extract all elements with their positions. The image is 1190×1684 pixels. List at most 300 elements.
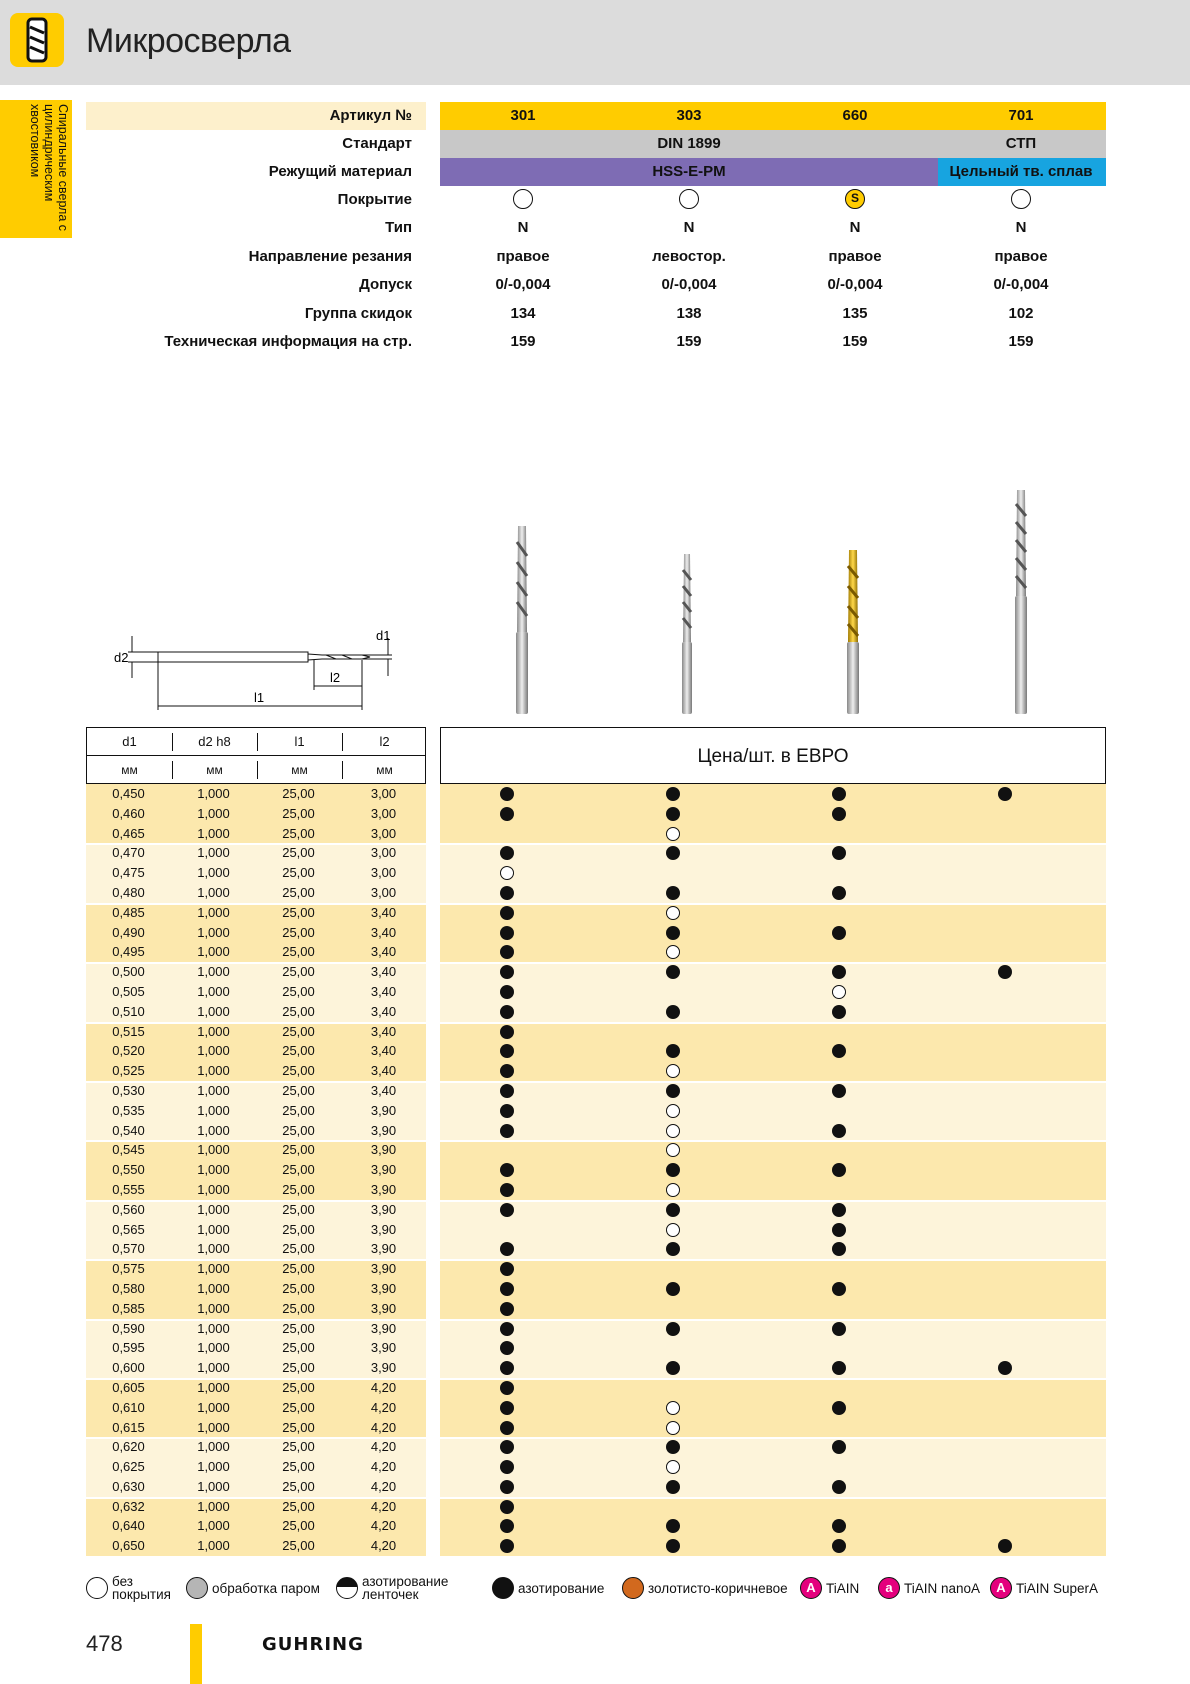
cell-d2: 1,000: [197, 1320, 230, 1336]
cell-l2: 3,00: [370, 865, 397, 881]
cell-l1: 25,00: [282, 1082, 315, 1098]
cell-d1: 0,650: [112, 1538, 145, 1554]
limited-availability-mark-icon: [666, 1183, 680, 1197]
available-mark-icon: [500, 1480, 514, 1494]
cell-l2: 3,90: [370, 1241, 397, 1257]
table-row: [86, 1101, 1106, 1121]
cell-l2: 3,40: [370, 924, 397, 940]
table-row: [86, 1239, 1106, 1259]
cell-d2: 1,000: [197, 1261, 230, 1277]
available-mark-icon: [998, 1361, 1012, 1375]
cell-l2: 3,40: [370, 1063, 397, 1079]
tolerance-cell: 0/-0,004: [827, 276, 883, 293]
cell-l1: 25,00: [282, 1023, 315, 1039]
available-mark-icon: [500, 1104, 514, 1118]
cell-d2: 1,000: [197, 1102, 230, 1118]
available-mark-icon: [500, 906, 514, 920]
available-mark-icon: [666, 787, 680, 801]
cell-d1: 0,570: [112, 1241, 145, 1257]
available-mark-icon: [500, 1302, 514, 1316]
legend-item: A TiAIN SuperA: [990, 1571, 1098, 1605]
limited-availability-mark-icon: [666, 1104, 680, 1118]
direction-cell: правое: [828, 248, 882, 265]
cell-d2: 1,000: [197, 1241, 230, 1257]
cell-l2: 4,20: [370, 1459, 397, 1475]
limited-availability-mark-icon: [666, 1460, 680, 1474]
discount-cell: 138: [676, 305, 702, 322]
column-unit: мм: [291, 763, 308, 777]
cell-d1: 0,480: [112, 884, 145, 900]
cell-d1: 0,530: [112, 1082, 145, 1098]
cell-d2: 1,000: [197, 786, 230, 801]
standard-cell: DIN 1899: [657, 135, 721, 152]
cell-l2: 3,90: [370, 1102, 397, 1118]
cell-l1: 25,00: [282, 845, 315, 861]
cell-d2: 1,000: [197, 1518, 230, 1534]
cell-l2: 3,90: [370, 1181, 397, 1197]
available-mark-icon: [832, 1401, 846, 1415]
cell-l2: 4,20: [370, 1439, 397, 1455]
article-cell: 701: [1008, 107, 1034, 124]
available-mark-icon: [500, 1322, 514, 1336]
available-mark-icon: [832, 1005, 846, 1019]
spec-row-material: [86, 158, 1106, 186]
cell-l1: 25,00: [282, 1063, 315, 1079]
cell-l2: 4,20: [370, 1478, 397, 1494]
cell-l2: 3,90: [370, 1142, 397, 1158]
tolerance-cell: 0/-0,004: [495, 276, 551, 293]
cell-d2: 1,000: [197, 1399, 230, 1415]
limited-availability-mark-icon: [666, 1223, 680, 1237]
spec-label: Артикул №: [329, 107, 412, 124]
cell-d1: 0,470: [112, 845, 145, 861]
cell-l1: 25,00: [282, 1221, 315, 1237]
spec-label: Группа скидок: [304, 305, 412, 322]
cell-d1: 0,585: [112, 1300, 145, 1316]
steam-treatment-icon: [186, 1577, 208, 1599]
cell-l2: 3,40: [370, 1043, 397, 1059]
cell-d2: 1,000: [197, 1063, 230, 1079]
tolerance-cell: 0/-0,004: [993, 276, 1049, 293]
cell-l1: 25,00: [282, 1439, 315, 1455]
direction-cell: правое: [994, 248, 1048, 265]
cell-l1: 25,00: [282, 1181, 315, 1197]
side-tab-text: Спиральные сверла с цилиндрическим хвостовиком: [28, 104, 70, 231]
table-row: [86, 1041, 1106, 1061]
available-mark-icon: [666, 1282, 680, 1296]
cell-l2: 4,20: [370, 1518, 397, 1534]
column-unit: мм: [121, 763, 138, 777]
cell-d2: 1,000: [197, 1280, 230, 1296]
available-mark-icon: [832, 926, 846, 940]
limited-availability-mark-icon: [832, 985, 846, 999]
cell-d2: 1,000: [197, 865, 230, 881]
cell-l2: 4,20: [370, 1419, 397, 1435]
cell-d2: 1,000: [197, 845, 230, 861]
table-row: [86, 1418, 1106, 1438]
article-cell: 303: [676, 107, 702, 124]
no-coating-icon: [1011, 189, 1031, 209]
cell-d1: 0,525: [112, 1063, 145, 1079]
dimension-header: [86, 727, 426, 784]
cell-d2: 1,000: [197, 1162, 230, 1178]
coating-legend: [86, 1571, 1106, 1605]
tech-page-cell: 159: [842, 333, 868, 350]
cell-d1: 0,460: [112, 805, 145, 821]
available-mark-icon: [666, 1084, 680, 1098]
cell-l2: 3,00: [370, 845, 397, 861]
available-mark-icon: [500, 1124, 514, 1138]
spec-label: Режущий материал: [268, 163, 412, 180]
discount-cell: 135: [842, 305, 868, 322]
spec-row-article: [86, 102, 1106, 130]
table-row: [86, 1220, 1106, 1240]
cell-l1: 25,00: [282, 1340, 315, 1356]
cell-l2: 3,40: [370, 1003, 397, 1019]
cell-l1: 25,00: [282, 1102, 315, 1118]
table-row: [86, 1398, 1106, 1418]
drill-image-303: [675, 552, 699, 714]
cell-d2: 1,000: [197, 1221, 230, 1237]
cell-d2: 1,000: [197, 1498, 230, 1514]
column-unit: мм: [206, 763, 223, 777]
available-mark-icon: [500, 1500, 514, 1514]
cell-l1: 25,00: [282, 904, 315, 920]
cell-l2: 4,20: [370, 1399, 397, 1415]
table-row: [86, 1378, 1106, 1398]
tialn-nano-icon: a: [878, 1577, 900, 1599]
available-mark-icon: [832, 1322, 846, 1336]
available-mark-icon: [500, 1084, 514, 1098]
cell-l1: 25,00: [282, 1379, 315, 1395]
cell-d2: 1,000: [197, 1023, 230, 1039]
spec-row-coating: [86, 186, 1106, 214]
d1-label: d1: [376, 628, 391, 643]
available-mark-icon: [500, 1005, 514, 1019]
cell-d2: 1,000: [197, 1340, 230, 1356]
column-unit: мм: [376, 763, 393, 777]
cell-l1: 25,00: [282, 825, 315, 841]
available-mark-icon: [998, 787, 1012, 801]
column-header: l2: [379, 734, 390, 749]
cell-d1: 0,495: [112, 944, 145, 960]
cell-d2: 1,000: [197, 1122, 230, 1138]
cell-d2: 1,000: [197, 1082, 230, 1098]
material-cell: Цельный тв. сплав: [949, 163, 1093, 180]
cell-d2: 1,000: [197, 983, 230, 999]
tolerance-cell: 0/-0,004: [661, 276, 717, 293]
cell-l1: 25,00: [282, 1201, 315, 1217]
cell-d1: 0,490: [112, 924, 145, 940]
page-header: [0, 0, 1190, 85]
limited-availability-mark-icon: [666, 1124, 680, 1138]
discount-cell: 134: [510, 305, 536, 322]
table-row: [86, 1477, 1106, 1497]
cell-l1: 25,00: [282, 1043, 315, 1059]
available-mark-icon: [832, 787, 846, 801]
cell-d1: 0,540: [112, 1122, 145, 1138]
cell-l1: 25,00: [282, 865, 315, 881]
table-row: [86, 903, 1106, 923]
legend-item: A TiAIN: [800, 1571, 859, 1605]
cell-l1: 25,00: [282, 1162, 315, 1178]
available-mark-icon: [500, 1401, 514, 1415]
limited-availability-mark-icon: [666, 827, 680, 841]
cell-l2: 3,40: [370, 1023, 397, 1039]
cell-d2: 1,000: [197, 1300, 230, 1316]
table-row: [86, 1457, 1106, 1477]
discount-cell: 102: [1008, 305, 1034, 322]
cell-l2: 3,90: [370, 1261, 397, 1277]
cell-l1: 25,00: [282, 964, 315, 980]
spec-label: Тип: [385, 219, 412, 236]
cell-d1: 0,565: [112, 1221, 145, 1237]
table-row: [86, 863, 1106, 883]
available-mark-icon: [832, 1223, 846, 1237]
cell-d1: 0,580: [112, 1280, 145, 1296]
cell-l1: 25,00: [282, 1419, 315, 1435]
table-row: [86, 1180, 1106, 1200]
tech-page-cell: 159: [510, 333, 536, 350]
table-row: [86, 942, 1106, 962]
cell-l1: 25,00: [282, 1241, 315, 1257]
table-row: [86, 1121, 1106, 1141]
cell-l1: 25,00: [282, 944, 315, 960]
cell-d1: 0,560: [112, 1201, 145, 1217]
limited-availability-mark-icon: [666, 1421, 680, 1435]
steam-coating-s-icon: S: [845, 189, 865, 209]
cell-d2: 1,000: [197, 924, 230, 940]
drill-image-660: [838, 546, 868, 714]
cell-l1: 25,00: [282, 884, 315, 900]
legend-item: золотисто-коричневое: [622, 1571, 788, 1605]
table-row: [86, 1200, 1106, 1220]
cell-d1: 0,632: [112, 1498, 145, 1514]
column-header: d2 h8: [198, 734, 231, 749]
no-coating-icon: [679, 189, 699, 209]
cell-l2: 4,20: [370, 1379, 397, 1395]
cell-d2: 1,000: [197, 1201, 230, 1217]
table-row: [86, 1259, 1106, 1279]
available-mark-icon: [500, 926, 514, 940]
l2-label: l2: [330, 670, 341, 685]
table-row: [86, 1516, 1106, 1536]
drill-image-301: [507, 522, 537, 714]
table-row: [86, 1002, 1106, 1022]
column-header: d1: [122, 734, 137, 749]
cell-d2: 1,000: [197, 1379, 230, 1395]
table-row: [86, 1497, 1106, 1517]
cell-d1: 0,625: [112, 1459, 145, 1475]
d2-label: d2: [114, 650, 129, 665]
cell-d1: 0,615: [112, 1419, 145, 1435]
cell-d2: 1,000: [197, 1439, 230, 1455]
cell-l2: 3,90: [370, 1162, 397, 1178]
table-row: [86, 1160, 1106, 1180]
no-coating-icon: [513, 189, 533, 209]
table-row: [86, 883, 1106, 903]
cell-d1: 0,605: [112, 1379, 145, 1395]
cell-d2: 1,000: [197, 964, 230, 980]
cell-l2: 3,90: [370, 1340, 397, 1356]
cell-d1: 0,545: [112, 1142, 145, 1158]
cell-l1: 25,00: [282, 1300, 315, 1316]
table-row: [86, 962, 1106, 982]
cell-d2: 1,000: [197, 825, 230, 841]
spec-row-type: [86, 214, 1106, 242]
cell-d2: 1,000: [197, 1003, 230, 1019]
cell-d1: 0,485: [112, 904, 145, 920]
cell-d1: 0,510: [112, 1003, 145, 1019]
available-mark-icon: [832, 886, 846, 900]
available-mark-icon: [666, 1005, 680, 1019]
available-mark-icon: [832, 1282, 846, 1296]
gold-brown-icon: [622, 1577, 644, 1599]
cell-l2: 3,40: [370, 944, 397, 960]
cell-d1: 0,535: [112, 1102, 145, 1118]
available-mark-icon: [500, 807, 514, 821]
footer-accent-bar: [190, 1624, 202, 1684]
table-row: [86, 1437, 1106, 1457]
table-row: [86, 1140, 1106, 1160]
available-mark-icon: [500, 1025, 514, 1039]
tialn-super-icon: A: [990, 1577, 1012, 1599]
cell-d1: 0,475: [112, 865, 145, 881]
table-row: [86, 1022, 1106, 1042]
direction-cell: левостор.: [652, 248, 726, 265]
table-row: [86, 1279, 1106, 1299]
cell-d1: 0,520: [112, 1043, 145, 1059]
type-cell: N: [683, 219, 695, 236]
cell-d2: 1,000: [197, 1538, 230, 1554]
spec-label: Покрытие: [337, 191, 412, 208]
limited-availability-mark-icon: [666, 1401, 680, 1415]
table-row: [86, 982, 1106, 1002]
cell-d1: 0,465: [112, 825, 145, 841]
cell-d1: 0,630: [112, 1478, 145, 1494]
cell-l2: 3,40: [370, 983, 397, 999]
cell-d2: 1,000: [197, 1360, 230, 1376]
cell-d1: 0,505: [112, 983, 145, 999]
cell-l2: 3,00: [370, 786, 397, 801]
cell-d1: 0,640: [112, 1518, 145, 1534]
table-row: [86, 1061, 1106, 1081]
spec-label: Стандарт: [342, 135, 412, 152]
available-mark-icon: [832, 1203, 846, 1217]
table-row: [86, 843, 1106, 863]
spec-row-tech-page: [86, 328, 1106, 356]
type-cell: N: [517, 219, 529, 236]
cell-d1: 0,550: [112, 1162, 145, 1178]
cell-d2: 1,000: [197, 1181, 230, 1197]
available-mark-icon: [500, 1421, 514, 1435]
cell-l2: 3,00: [370, 884, 397, 900]
spec-row-tolerance: [86, 271, 1106, 299]
limited-availability-mark-icon: [666, 906, 680, 920]
table-row: [86, 1319, 1106, 1339]
cell-d2: 1,000: [197, 805, 230, 821]
available-mark-icon: [666, 1480, 680, 1494]
available-mark-icon: [666, 926, 680, 940]
available-mark-icon: [500, 1183, 514, 1197]
page-number: 478: [86, 1631, 123, 1656]
cell-d2: 1,000: [197, 1142, 230, 1158]
price-header: Цена/шт. в ЕВРО: [440, 727, 1106, 784]
available-mark-icon: [832, 1124, 846, 1138]
cell-l2: 3,90: [370, 1280, 397, 1296]
tech-page-cell: 159: [1008, 333, 1034, 350]
cell-l2: 3,90: [370, 1122, 397, 1138]
table-row: [86, 1338, 1106, 1358]
available-mark-icon: [666, 1361, 680, 1375]
table-row: [86, 824, 1106, 844]
table-row: [86, 1536, 1106, 1556]
type-cell: N: [849, 219, 861, 236]
available-mark-icon: [832, 1480, 846, 1494]
standard-cell: СТП: [1005, 135, 1037, 152]
cell-l2: 3,40: [370, 964, 397, 980]
legend-item: азотирование ленточек: [336, 1571, 462, 1605]
available-mark-icon: [500, 1460, 514, 1474]
cell-l2: 4,20: [370, 1498, 397, 1514]
cell-l1: 25,00: [282, 805, 315, 821]
cell-l2: 3,90: [370, 1201, 397, 1217]
cell-l1: 25,00: [282, 1280, 315, 1296]
nitriding-icon: [492, 1577, 514, 1599]
cell-d1: 0,500: [112, 964, 145, 980]
cell-d2: 1,000: [197, 884, 230, 900]
spec-label: Направление резания: [248, 248, 412, 265]
drill-dimension-diagram: [100, 620, 420, 710]
article-cell: 301: [510, 107, 536, 124]
cell-l2: 3,90: [370, 1300, 397, 1316]
cell-l1: 25,00: [282, 1122, 315, 1138]
margin-nitriding-icon: [336, 1577, 358, 1599]
spec-row-discount: [86, 300, 1106, 328]
tech-page-cell: 159: [676, 333, 702, 350]
available-mark-icon: [666, 1322, 680, 1336]
available-mark-icon: [666, 886, 680, 900]
no-coating-icon: [86, 1577, 108, 1599]
table-row: [86, 1358, 1106, 1378]
cell-l1: 25,00: [282, 1142, 315, 1158]
spec-label: Допуск: [359, 276, 412, 293]
cell-l1: 25,00: [282, 786, 315, 801]
table-row: [86, 1299, 1106, 1319]
cell-d1: 0,575: [112, 1261, 145, 1277]
available-mark-icon: [500, 886, 514, 900]
cell-l1: 25,00: [282, 1459, 315, 1475]
cell-l1: 25,00: [282, 1360, 315, 1376]
cell-d2: 1,000: [197, 944, 230, 960]
table-row: [86, 923, 1106, 943]
cell-d1: 0,600: [112, 1360, 145, 1376]
guhring-logo: GUHRING: [262, 1634, 364, 1655]
available-mark-icon: [666, 807, 680, 821]
drill-image-701: [1006, 486, 1036, 714]
table-row: [86, 804, 1106, 824]
page-title: Микросверла: [86, 22, 291, 60]
table-row: [86, 1081, 1106, 1101]
cell-l2: 3,90: [370, 1360, 397, 1376]
cell-d1: 0,590: [112, 1320, 145, 1336]
legend-item: без покрытия: [86, 1571, 174, 1605]
drill-table-body: [86, 784, 1106, 1556]
l1-label: l1: [254, 690, 265, 705]
cell-l1: 25,00: [282, 1518, 315, 1534]
legend-item: азотирование: [492, 1571, 604, 1605]
available-mark-icon: [500, 1361, 514, 1375]
